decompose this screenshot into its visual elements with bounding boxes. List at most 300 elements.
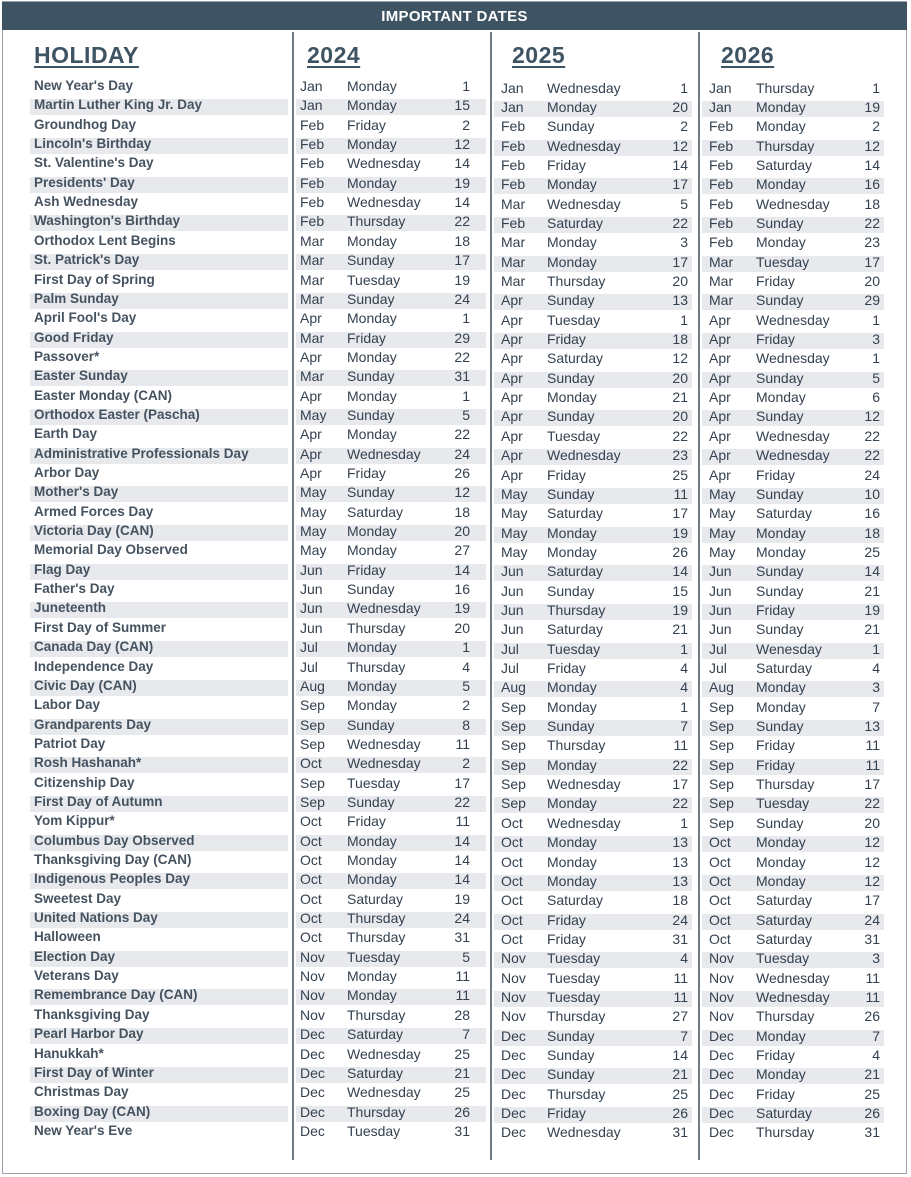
month-cell: Sep bbox=[300, 735, 325, 752]
weekday-cell: Saturday bbox=[347, 1064, 404, 1081]
weekday-cell: Monday bbox=[547, 872, 597, 889]
month-cell: Feb bbox=[300, 194, 325, 211]
day-number-cell: 11 bbox=[455, 735, 470, 752]
month-cell: Jun bbox=[300, 561, 323, 578]
month-cell: Feb bbox=[300, 174, 325, 191]
month-cell: Jun bbox=[709, 621, 732, 638]
day-number-cell: 1 bbox=[680, 698, 688, 715]
weekday-cell: Sunday bbox=[756, 718, 804, 735]
weekday-cell: Tuesday bbox=[547, 640, 601, 657]
weekday-cell: Friday bbox=[756, 737, 795, 754]
weekday-cell: Sunday bbox=[547, 408, 595, 425]
day-number-cell: 7 bbox=[872, 1027, 880, 1044]
weekday-cell: Saturday bbox=[756, 930, 813, 947]
month-cell: Apr bbox=[501, 408, 523, 425]
day-number-cell: 25 bbox=[672, 1085, 688, 1102]
weekday-cell: Thursday bbox=[547, 601, 606, 618]
weekday-cell: Monday bbox=[547, 176, 597, 193]
month-cell: Dec bbox=[709, 1066, 734, 1083]
weekday-cell: Saturday bbox=[547, 505, 604, 522]
weekday-cell: Wednesday bbox=[347, 155, 421, 172]
weekday-cell: Friday bbox=[547, 911, 586, 928]
day-number-cell: 4 bbox=[680, 679, 688, 696]
day-number-cell: 22 bbox=[864, 427, 880, 444]
month-cell: Sep bbox=[709, 756, 734, 773]
weekday-cell: Thursday bbox=[347, 619, 406, 636]
weekday-cell: Thursday bbox=[756, 137, 815, 154]
month-cell: May bbox=[709, 505, 736, 522]
day-number-cell: 24 bbox=[454, 290, 470, 307]
month-cell: Feb bbox=[300, 136, 325, 153]
month-cell: Feb bbox=[501, 176, 526, 193]
month-cell: Sep bbox=[300, 793, 325, 810]
day-number-cell: 20 bbox=[672, 98, 688, 115]
day-number-cell: 1 bbox=[872, 311, 880, 328]
month-cell: Dec bbox=[709, 1105, 734, 1122]
month-cell: Feb bbox=[709, 176, 734, 193]
day-number-cell: 1 bbox=[462, 310, 470, 327]
month-cell: Nov bbox=[709, 988, 734, 1005]
day-number-cell: 18 bbox=[672, 331, 688, 348]
holiday-name: Memorial Day Observed bbox=[34, 542, 188, 558]
weekday-cell: Monday bbox=[756, 679, 806, 696]
weekday-cell: Sunday bbox=[347, 406, 395, 423]
day-number-cell: 4 bbox=[872, 1047, 880, 1063]
day-number-cell: 27 bbox=[454, 542, 470, 559]
holiday-name: Sweetest Day bbox=[34, 890, 122, 906]
month-cell: Mar bbox=[709, 273, 734, 289]
weekday-cell: Tuesday bbox=[756, 795, 810, 812]
month-cell: May bbox=[501, 524, 528, 541]
day-number-cell: 16 bbox=[454, 581, 470, 598]
weekday-cell: Thursday bbox=[347, 910, 406, 927]
weekday-cell: Thursday bbox=[347, 1103, 406, 1120]
month-cell: Jan bbox=[501, 79, 524, 96]
month-cell: Apr bbox=[709, 447, 731, 464]
day-number-cell: 22 bbox=[672, 214, 688, 231]
day-number-cell: 21 bbox=[672, 1066, 688, 1083]
holiday-name: Passover* bbox=[34, 348, 100, 364]
month-cell: Nov bbox=[709, 969, 734, 986]
weekday-cell: Monday bbox=[547, 698, 597, 715]
holiday-name: Canada Day (CAN) bbox=[34, 639, 154, 655]
weekday-cell: Friday bbox=[347, 813, 386, 830]
weekday-cell: Monday bbox=[347, 697, 397, 714]
day-number-cell: 18 bbox=[864, 524, 880, 541]
weekday-cell: Saturday bbox=[547, 214, 604, 231]
weekday-cell: Monday bbox=[756, 1066, 806, 1083]
holiday-name: Citizenship Day bbox=[34, 774, 135, 790]
month-cell: Nov bbox=[501, 1008, 526, 1025]
weekday-cell: Friday bbox=[547, 466, 586, 483]
day-number-cell: 5 bbox=[462, 406, 470, 423]
day-number-cell: 7 bbox=[680, 1027, 688, 1044]
month-cell: Jan bbox=[501, 98, 524, 115]
weekday-cell: Monday bbox=[347, 97, 397, 114]
month-cell: Nov bbox=[300, 968, 325, 985]
day-number-cell: 25 bbox=[454, 1084, 470, 1101]
weekday-cell: Wednesday bbox=[756, 988, 830, 1005]
month-cell: Oct bbox=[300, 832, 322, 849]
holiday-name: Easter Monday (CAN) bbox=[34, 387, 173, 403]
day-number-cell: 31 bbox=[864, 1124, 880, 1141]
holiday-name: Mother's Day bbox=[34, 484, 119, 500]
day-number-cell: 28 bbox=[454, 1006, 470, 1023]
weekday-cell: Tuesday bbox=[547, 311, 601, 328]
day-number-cell: 19 bbox=[454, 890, 470, 907]
month-cell: Oct bbox=[709, 872, 731, 889]
weekday-cell: Friday bbox=[756, 331, 795, 348]
month-cell: Jan bbox=[709, 79, 732, 96]
weekday-cell: Thursday bbox=[756, 1008, 815, 1025]
month-cell: Oct bbox=[709, 853, 731, 870]
month-cell: Apr bbox=[501, 466, 523, 483]
holiday-name: Lincoln's Birthday bbox=[34, 136, 152, 152]
month-cell: Mar bbox=[300, 368, 325, 385]
month-cell: Jan bbox=[709, 98, 732, 115]
day-number-cell: 14 bbox=[454, 852, 470, 868]
holiday-name: First Day of Autumn bbox=[34, 793, 163, 809]
month-cell: May bbox=[300, 503, 327, 520]
weekday-cell: Monday bbox=[756, 872, 806, 889]
month-cell: Nov bbox=[709, 950, 734, 967]
weekday-cell: Sunday bbox=[547, 369, 595, 386]
holiday-name: New Year's Day bbox=[34, 78, 134, 93]
month-cell: Jun bbox=[501, 563, 524, 580]
day-number-cell: 17 bbox=[864, 776, 880, 793]
month-cell: Dec bbox=[501, 1105, 526, 1122]
day-number-cell: 5 bbox=[680, 195, 688, 212]
weekday-cell: Sunday bbox=[347, 484, 395, 501]
day-number-cell: 12 bbox=[454, 484, 470, 501]
month-cell: Oct bbox=[300, 890, 322, 907]
month-cell: Apr bbox=[501, 331, 523, 348]
weekday-cell: Monday bbox=[347, 677, 397, 694]
weekday-cell: Monday bbox=[347, 523, 397, 540]
month-cell: Feb bbox=[709, 195, 734, 212]
day-number-cell: 24 bbox=[454, 445, 470, 462]
weekday-cell: Monday bbox=[347, 310, 397, 327]
day-number-cell: 11 bbox=[865, 737, 880, 754]
day-number-cell: 29 bbox=[864, 292, 880, 309]
weekday-cell: Monday bbox=[347, 387, 397, 404]
day-number-cell: 31 bbox=[454, 1122, 470, 1139]
month-cell: Sep bbox=[501, 718, 526, 735]
day-number-cell: 14 bbox=[454, 832, 470, 849]
weekday-cell: Friday bbox=[756, 466, 795, 483]
holiday-name: United Nations Day bbox=[34, 910, 158, 926]
weekday-cell: Friday bbox=[756, 1085, 795, 1102]
weekday-cell: Sunday bbox=[347, 581, 395, 598]
day-number-cell: 17 bbox=[672, 776, 688, 793]
month-cell: Sep bbox=[501, 795, 526, 812]
weekday-cell: Thursday bbox=[547, 1008, 606, 1025]
weekday-cell: Thursday bbox=[347, 658, 406, 675]
holiday-name: Hanukkah* bbox=[34, 1045, 104, 1061]
weekday-cell: Monday bbox=[756, 524, 806, 541]
month-cell: Nov bbox=[300, 948, 325, 965]
day-number-cell: 3 bbox=[872, 331, 880, 348]
day-number-cell: 26 bbox=[672, 1105, 688, 1122]
day-number-cell: 20 bbox=[454, 619, 470, 636]
day-number-cell: 19 bbox=[672, 601, 688, 618]
day-number-cell: 1 bbox=[872, 79, 880, 96]
month-cell: Oct bbox=[300, 910, 322, 927]
month-cell: Dec bbox=[300, 1064, 325, 1081]
month-cell: Nov bbox=[501, 988, 526, 1005]
weekday-cell: Thursday bbox=[347, 929, 406, 946]
day-number-cell: 26 bbox=[454, 1103, 470, 1120]
weekday-cell: Wednesday bbox=[547, 1124, 621, 1141]
month-cell: May bbox=[501, 505, 528, 522]
weekday-cell: Monday bbox=[756, 698, 806, 715]
month-cell: Apr bbox=[709, 350, 731, 367]
month-cell: Feb bbox=[300, 155, 325, 172]
weekday-cell: Sunday bbox=[756, 369, 804, 386]
day-number-cell: 13 bbox=[864, 718, 880, 735]
day-number-cell: 8 bbox=[462, 716, 470, 733]
holiday-name: April Fool's Day bbox=[34, 310, 137, 326]
month-cell: Oct bbox=[300, 929, 322, 946]
weekday-cell: Wenesday bbox=[756, 640, 822, 657]
weekday-cell: Monday bbox=[547, 234, 597, 251]
day-number-cell: 14 bbox=[454, 871, 470, 888]
month-cell: Dec bbox=[709, 1085, 734, 1102]
month-cell: Oct bbox=[501, 814, 523, 831]
weekday-cell: Wednesday bbox=[547, 814, 621, 831]
day-number-cell: 1 bbox=[680, 640, 688, 657]
weekday-cell: Wednesday bbox=[547, 776, 621, 793]
month-cell: Apr bbox=[501, 311, 523, 328]
weekday-cell: Sunday bbox=[756, 582, 804, 599]
holiday-name: Halloween bbox=[34, 929, 101, 945]
weekday-cell: Friday bbox=[347, 116, 386, 133]
weekday-cell: Wednesday bbox=[756, 311, 830, 328]
month-cell: Feb bbox=[709, 156, 734, 173]
weekday-cell: Tuesday bbox=[547, 988, 601, 1005]
day-number-cell: 12 bbox=[864, 408, 880, 425]
month-cell: Mar bbox=[300, 232, 325, 249]
weekday-cell: Monday bbox=[756, 98, 806, 115]
day-number-cell: 5 bbox=[462, 677, 470, 694]
month-cell: Feb bbox=[501, 137, 526, 154]
weekday-cell: Tuesday bbox=[347, 1122, 401, 1139]
month-cell: Sep bbox=[300, 774, 325, 791]
weekday-cell: Sunday bbox=[347, 252, 395, 269]
day-number-cell: 31 bbox=[672, 1124, 688, 1141]
holiday-name: Pearl Harbor Day bbox=[34, 1026, 144, 1042]
weekday-cell: Monday bbox=[347, 852, 397, 868]
weekday-cell: Monday bbox=[547, 679, 597, 696]
weekday-cell: Saturday bbox=[547, 621, 604, 638]
holiday-name: Arbor Day bbox=[34, 465, 100, 480]
month-cell: Feb bbox=[501, 118, 526, 135]
month-cell: Feb bbox=[501, 156, 526, 173]
month-cell: Sep bbox=[709, 737, 734, 754]
day-number-cell: 17 bbox=[864, 253, 880, 270]
day-number-cell: 13 bbox=[672, 853, 688, 870]
holiday-name: Groundhog Day bbox=[34, 116, 136, 132]
day-number-cell: 1 bbox=[462, 387, 470, 404]
month-cell: Sep bbox=[709, 718, 734, 735]
day-number-cell: 12 bbox=[672, 350, 688, 367]
month-cell: Sep bbox=[709, 795, 734, 812]
weekday-cell: Sunday bbox=[347, 716, 395, 733]
weekday-cell: Monday bbox=[347, 136, 397, 153]
month-cell: Feb bbox=[709, 118, 734, 135]
month-cell: Aug bbox=[501, 679, 526, 696]
month-cell: Apr bbox=[300, 387, 322, 404]
day-number-cell: 1 bbox=[680, 311, 688, 328]
day-number-cell: 11 bbox=[865, 969, 880, 986]
weekday-cell: Friday bbox=[547, 930, 586, 947]
day-number-cell: 26 bbox=[454, 465, 470, 481]
weekday-cell: Monday bbox=[756, 118, 806, 135]
day-number-cell: 14 bbox=[454, 561, 470, 578]
holiday-name: Victoria Day (CAN) bbox=[34, 523, 154, 539]
year-2025-header: 2025 bbox=[512, 42, 566, 68]
day-number-cell: 21 bbox=[672, 389, 688, 406]
month-cell: Dec bbox=[501, 1047, 526, 1063]
holiday-name: New Year's Eve bbox=[34, 1122, 133, 1138]
day-number-cell: 26 bbox=[672, 543, 688, 560]
month-cell: Jun bbox=[300, 619, 323, 636]
day-number-cell: 1 bbox=[872, 350, 880, 367]
weekday-cell: Sunday bbox=[756, 814, 804, 831]
weekday-cell: Monday bbox=[347, 232, 397, 249]
day-number-cell: 11 bbox=[455, 813, 470, 830]
day-number-cell: 22 bbox=[864, 795, 880, 812]
month-cell: Dec bbox=[709, 1047, 734, 1063]
month-cell: Oct bbox=[300, 871, 322, 888]
day-number-cell: 19 bbox=[672, 524, 688, 541]
weekday-cell: Saturday bbox=[547, 350, 604, 367]
day-number-cell: 22 bbox=[454, 213, 470, 230]
holiday-name: St. Patrick's Day bbox=[34, 252, 140, 268]
month-cell: Jul bbox=[300, 639, 318, 656]
weekday-cell: Wednesday bbox=[756, 427, 830, 444]
holiday-name: Indigenous Peoples Day bbox=[34, 871, 191, 887]
day-number-cell: 2 bbox=[680, 118, 688, 135]
holiday-name: Presidents' Day bbox=[34, 174, 135, 190]
weekday-cell: Sunday bbox=[347, 290, 395, 307]
month-cell: Mar bbox=[709, 292, 734, 309]
weekday-cell: Monday bbox=[347, 348, 397, 365]
day-number-cell: 11 bbox=[455, 968, 470, 985]
weekday-cell: Saturday bbox=[547, 892, 604, 909]
day-number-cell: 1 bbox=[872, 640, 880, 657]
holiday-name: St. Valentine's Day bbox=[34, 155, 154, 171]
day-number-cell: 19 bbox=[864, 601, 880, 618]
day-number-cell: 17 bbox=[454, 774, 470, 791]
month-cell: Jan bbox=[300, 97, 323, 114]
weekday-cell: Sunday bbox=[756, 563, 804, 580]
weekday-cell: Saturday bbox=[756, 1105, 813, 1122]
holiday-name: Earth Day bbox=[34, 426, 98, 442]
weekday-cell: Sunday bbox=[756, 408, 804, 425]
month-cell: May bbox=[300, 406, 327, 423]
weekday-cell: Saturday bbox=[347, 503, 404, 520]
day-number-cell: 4 bbox=[680, 950, 688, 967]
day-number-cell: 7 bbox=[872, 698, 880, 715]
weekday-cell: Friday bbox=[547, 331, 586, 348]
day-number-cell: 4 bbox=[680, 660, 688, 676]
weekday-cell: Thursday bbox=[756, 79, 815, 96]
holiday-name: Election Day bbox=[34, 948, 116, 964]
day-number-cell: 21 bbox=[454, 1064, 470, 1081]
day-number-cell: 10 bbox=[864, 485, 880, 502]
weekday-cell: Wednesday bbox=[756, 350, 830, 367]
day-number-cell: 20 bbox=[672, 408, 688, 425]
day-number-cell: 13 bbox=[672, 834, 688, 851]
day-number-cell: 22 bbox=[454, 426, 470, 443]
weekday-cell: Tuesday bbox=[547, 950, 601, 967]
weekday-cell: Tuesday bbox=[347, 271, 401, 288]
month-cell: Sep bbox=[709, 698, 734, 715]
day-number-cell: 20 bbox=[672, 273, 688, 289]
day-number-cell: 11 bbox=[673, 485, 688, 502]
weekday-cell: Thursday bbox=[547, 273, 606, 289]
month-cell: Feb bbox=[300, 116, 325, 133]
day-number-cell: 21 bbox=[864, 621, 880, 638]
weekday-cell: Monday bbox=[547, 756, 597, 773]
month-cell: Dec bbox=[501, 1085, 526, 1102]
month-cell: Nov bbox=[501, 950, 526, 967]
weekday-cell: Saturday bbox=[756, 156, 813, 173]
month-cell: Nov bbox=[300, 987, 325, 1004]
day-number-cell: 17 bbox=[672, 176, 688, 193]
day-number-cell: 22 bbox=[672, 427, 688, 444]
weekday-cell: Monday bbox=[347, 542, 397, 559]
banner-title: IMPORTANT DATES bbox=[2, 2, 907, 30]
month-cell: Apr bbox=[300, 348, 322, 365]
month-cell: Jan bbox=[300, 78, 323, 94]
month-cell: Dec bbox=[709, 1027, 734, 1044]
holiday-name: Grandparents Day bbox=[34, 716, 152, 732]
month-cell: Apr bbox=[300, 465, 322, 481]
weekday-cell: Monday bbox=[347, 639, 397, 656]
holiday-column-header: HOLIDAY bbox=[34, 42, 139, 68]
day-number-cell: 12 bbox=[454, 136, 470, 153]
weekday-cell: Monday bbox=[547, 834, 597, 851]
month-cell: Sep bbox=[501, 756, 526, 773]
month-cell: Feb bbox=[300, 213, 325, 230]
day-number-cell: 31 bbox=[454, 368, 470, 385]
day-number-cell: 11 bbox=[865, 988, 880, 1005]
month-cell: Mar bbox=[300, 290, 325, 307]
month-cell: Nov bbox=[501, 969, 526, 986]
weekday-cell: Friday bbox=[547, 1105, 586, 1122]
month-cell: Jul bbox=[709, 660, 727, 676]
holiday-name: First Day of Winter bbox=[34, 1064, 154, 1080]
month-cell: Jun bbox=[501, 601, 524, 618]
holiday-name: Palm Sunday bbox=[34, 290, 119, 306]
month-cell: Oct bbox=[300, 755, 322, 772]
weekday-cell: Sunday bbox=[756, 214, 804, 231]
day-number-cell: 25 bbox=[454, 1045, 470, 1062]
month-cell: Jun bbox=[300, 600, 323, 617]
month-cell: Feb bbox=[709, 137, 734, 154]
day-number-cell: 11 bbox=[865, 756, 880, 773]
holiday-name: Remembrance Day (CAN) bbox=[34, 987, 198, 1003]
weekday-cell: Monday bbox=[547, 795, 597, 812]
holiday-name: Boxing Day (CAN) bbox=[34, 1103, 151, 1119]
day-number-cell: 2 bbox=[462, 697, 470, 714]
weekday-cell: Wednesday bbox=[756, 969, 830, 986]
weekday-cell: Sunday bbox=[547, 485, 595, 502]
day-number-cell: 24 bbox=[864, 466, 880, 483]
month-cell: Dec bbox=[300, 1045, 325, 1062]
